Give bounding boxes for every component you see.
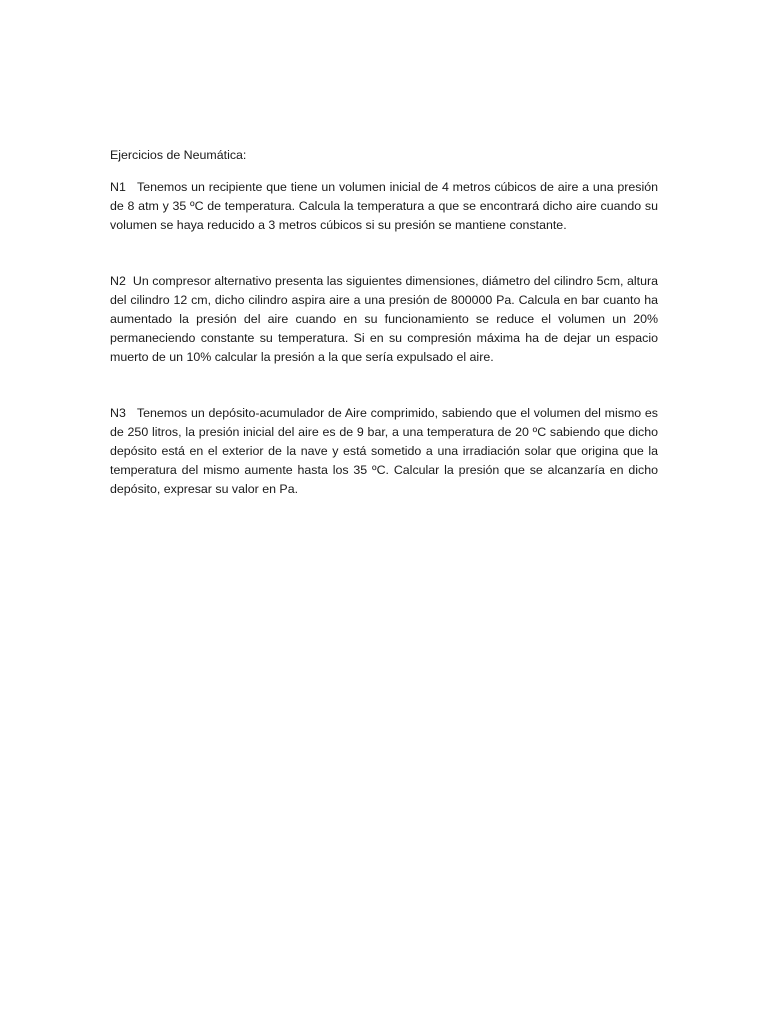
exercise-n3	[110, 404, 658, 499]
exercise-n3-text: Tenemos un depósito-acumulador de Aire comprimido, sabiendo que el volumen del mismo es de 250 litros, la presión inicial del aire es de 9 bar, a una temperatura de 20 ºC sabiendo que dicho depósito está en el exterior de la nave y está sometido a una irradiación solar que origina que la temperatura del mismo aumente hasta los 35 ºC. Calcular la presión que se alcanzaría en dicho depósito, expresar su valor en Pa.	[110, 406, 659, 496]
exercise-n1	[110, 178, 658, 235]
document-title: Ejercicios de Neumática:	[110, 148, 247, 162]
exercise-n1-id: N1	[110, 180, 126, 194]
exercise-n2-text: Un compresor alternativo presenta las siguientes dimensiones, diámetro del cilindro 5cm, altura del cilindro 12 cm, dicho cilindro aspira aire a una presión de 800000 Pa. Calcula en bar cuanto ha aumentado la presión del aire cuando en su funcionamiento se reduce el volumen un 20% permaneciendo constante su temperatura. Si en su compresión máxima ha de dejar un espacio muerto de un 10% calcular la presión a la que sería expulsado el aire.	[110, 274, 659, 364]
document-body	[110, 146, 658, 499]
exercise-n1-text: Tenemos un recipiente que tiene un volumen inicial de 4 metros cúbicos de aire a una presión de 8 atm y 35 ºC de temperatura. Calcula la temperatura a que se encontrará dicho aire cuando su volumen se haya reducido a 3 metros cúbicos si su presión se mantiene constante.	[110, 180, 658, 232]
exercise-n2	[110, 272, 658, 367]
exercise-n2-id: N2	[110, 274, 126, 288]
exercise-n3-id: N3	[110, 406, 126, 420]
